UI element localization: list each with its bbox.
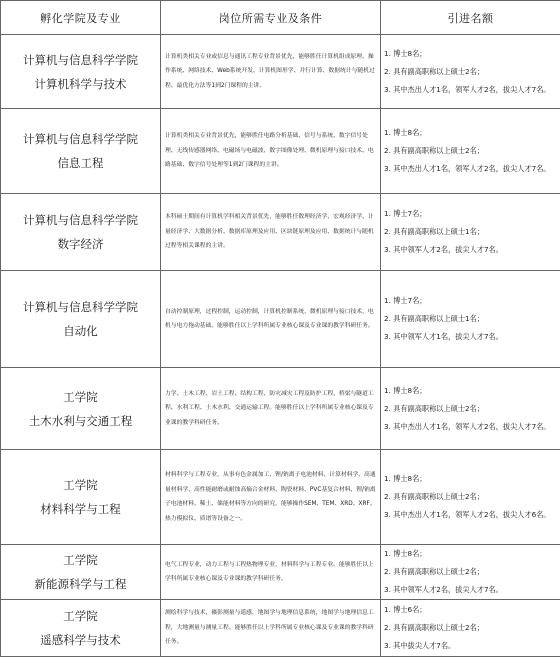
unit-cell — [1, 450, 161, 545]
quota-line: 1. 博士6名； — [384, 601, 557, 619]
header-row — [1, 1, 560, 35]
table-row — [1, 368, 560, 450]
major-name: 材料科学与工程 — [1, 497, 160, 521]
header-requirements: 岗位所需专业及条件 — [161, 1, 381, 35]
major-name: 土木水利与交通工程 — [1, 409, 160, 433]
requirements-text: 电气工程专业，动力工程与工程热物理专业，材料科学与工程专业。能够胜任以上学科所属专业核心课及专业课的教学科研任务。 — [161, 545, 381, 600]
school-name: 计算机与信息科学学院 — [1, 295, 160, 319]
quota-cell — [381, 194, 560, 271]
header-unit: 孵化学院及专业 — [1, 1, 161, 35]
header-quota: 引进名额 — [381, 1, 560, 35]
requirements-text: 计算机类相关专业背景优先，能够胜任电路分析基础、信号与系统、数字信号处理、无线传感器网络、电磁场与电磁波、数字图像处理、微机原理与接口技术、电路基础、数字信号处理等1到2门课程的主讲。 — [161, 109, 381, 194]
table-row — [1, 600, 560, 657]
requirements-text: 计算机类相关专业或信息与通讯工程专业背景优先，能够胜任计算机组成原理、操作系统、网络技术、Web系统开发、计算机图形学、并行计算、数据统计与随机过程、最优化方法等1到2门课程的主讲。 — [161, 35, 381, 109]
major-name: 遥感科学与技术 — [1, 628, 160, 652]
requirements-text: 力学、土木工程、岩土工程、结构工程、防灾减灾工程及防护工程、桥梁与隧道工程、水利工程、土木水利、交通运输工程。能够胜任以上学科所属专业核心课及专业课的教学科研任务。 — [161, 368, 381, 450]
quota-line: 1. 博士8名； — [384, 545, 557, 563]
major-name: 计算机科学与技术 — [1, 72, 160, 96]
quota-line: 1. 博士8名； — [384, 45, 557, 63]
quota-line: 2. 具有副高职称以上硕士2名； — [384, 619, 557, 637]
school-name: 工学院 — [1, 473, 160, 497]
quota-line: 3. 其中杰出人才1名，领军人才2名，拔尖人才7名。 — [384, 81, 557, 99]
table-row — [1, 271, 560, 368]
table-header — [1, 1, 560, 35]
table-row — [1, 450, 560, 545]
requirements-text: 自动控制原理，过程控制，运动控制，计算机控制系统，微机原理与接口技术，电机与电力拖动基础。能够胜任以上学科所属专业核心课及专业课的教学科研任务。 — [161, 271, 381, 368]
unit-cell — [1, 35, 161, 109]
unit-cell — [1, 368, 161, 450]
quota-line: 1. 博士8名； — [384, 124, 557, 142]
quota-line: 1. 博士7名； — [384, 292, 557, 310]
quota-cell — [381, 271, 560, 368]
quota-line: 2. 具有副高职称以上硕士1名； — [384, 223, 557, 241]
major-name: 数字经济 — [1, 232, 160, 256]
table-row — [1, 194, 560, 271]
quota-cell — [381, 450, 560, 545]
school-name: 工学院 — [1, 548, 160, 572]
quota-line: 1. 博士8名； — [384, 470, 557, 488]
requirements-text: 材料科学与工程专业，从事有色金属加工、锂/钠离子电池材料、计算材料学、高通量材料学、高性能耐磨或耐蚀高熵合金材料、陶瓷材料、PVC基复合材料、锂/钠离子电池材料、稀土、储能材料等方向的研究，能够操作SEM、TEM、XRD、XRF、热力模拟仪、质谱等设备之一。 — [161, 450, 381, 545]
quota-cell — [381, 600, 560, 657]
requirements-text: 本科硕士期间有计算机学科相关背景优先，能够胜任数理经济学、宏观经济学、计量经济学、大数据分析、数据库原理及应用、区块链原理及应用、数据统计与随机过程等相关课程的主讲。 — [161, 194, 381, 271]
quota-line: 3. 其中领军人才2名，拔尖人才7名。 — [384, 581, 557, 599]
table-body — [1, 35, 560, 657]
quota-line: 3. 其中拔尖人才7名。 — [384, 637, 557, 655]
quota-line: 3. 其中杰出人才1名，领军人才2名，拔尖人才6名。 — [384, 506, 557, 524]
school-name: 计算机与信息科学学院 — [1, 208, 160, 232]
school-name: 计算机与信息科学学院 — [1, 127, 160, 151]
table-row — [1, 35, 560, 109]
quota-line: 3. 其中杰出人才1名，领军人才2名，拔尖人才7名。 — [384, 160, 557, 178]
quota-line: 2. 具有副高职称以上硕士2名； — [384, 142, 557, 160]
unit-cell — [1, 109, 161, 194]
table-row — [1, 109, 560, 194]
requirements-text: 测绘科学与技术，摄影测量与遥感，地图学与地理信息系统，地图学与地理信息工程，大地测量与测量工程。能够胜任以上学科所属专业核心课及专业课的教学科研任务。 — [161, 600, 381, 657]
school-name: 工学院 — [1, 385, 160, 409]
quota-line: 1. 博士7名； — [384, 205, 557, 223]
quota-cell — [381, 368, 560, 450]
major-name: 新能源科学与工程 — [1, 572, 160, 596]
table-row — [1, 545, 560, 600]
unit-cell — [1, 545, 161, 600]
quota-line: 1. 博士8名； — [384, 382, 557, 400]
quota-line: 2. 具有副高职称以上硕士2名； — [384, 400, 557, 418]
quota-line: 2. 具有副高职称以上硕士2名； — [384, 63, 557, 81]
quota-line: 3. 其中领军人才2名，拔尖人才7名。 — [384, 241, 557, 259]
school-name: 工学院 — [1, 604, 160, 628]
quota-cell — [381, 109, 560, 194]
quota-line: 3. 其中杰出人才1名，领军人才2名，拔尖人才7名。 — [384, 418, 557, 436]
major-name: 信息工程 — [1, 151, 160, 175]
quota-cell — [381, 35, 560, 109]
quota-line: 2. 具有副高职称以上硕士2名； — [384, 563, 557, 581]
quota-line: 2. 具有副高职称以上硕士1名； — [384, 310, 557, 328]
major-name: 自动化 — [1, 319, 160, 343]
unit-cell — [1, 271, 161, 368]
quota-cell — [381, 545, 560, 600]
quota-line: 3. 其中领军人才1名，拔尖人才7名。 — [384, 328, 557, 346]
quota-line: 2. 具有副高职称以上硕士2名； — [384, 488, 557, 506]
school-name: 计算机与信息科学学院 — [1, 48, 160, 72]
unit-cell — [1, 600, 161, 657]
unit-cell — [1, 194, 161, 271]
